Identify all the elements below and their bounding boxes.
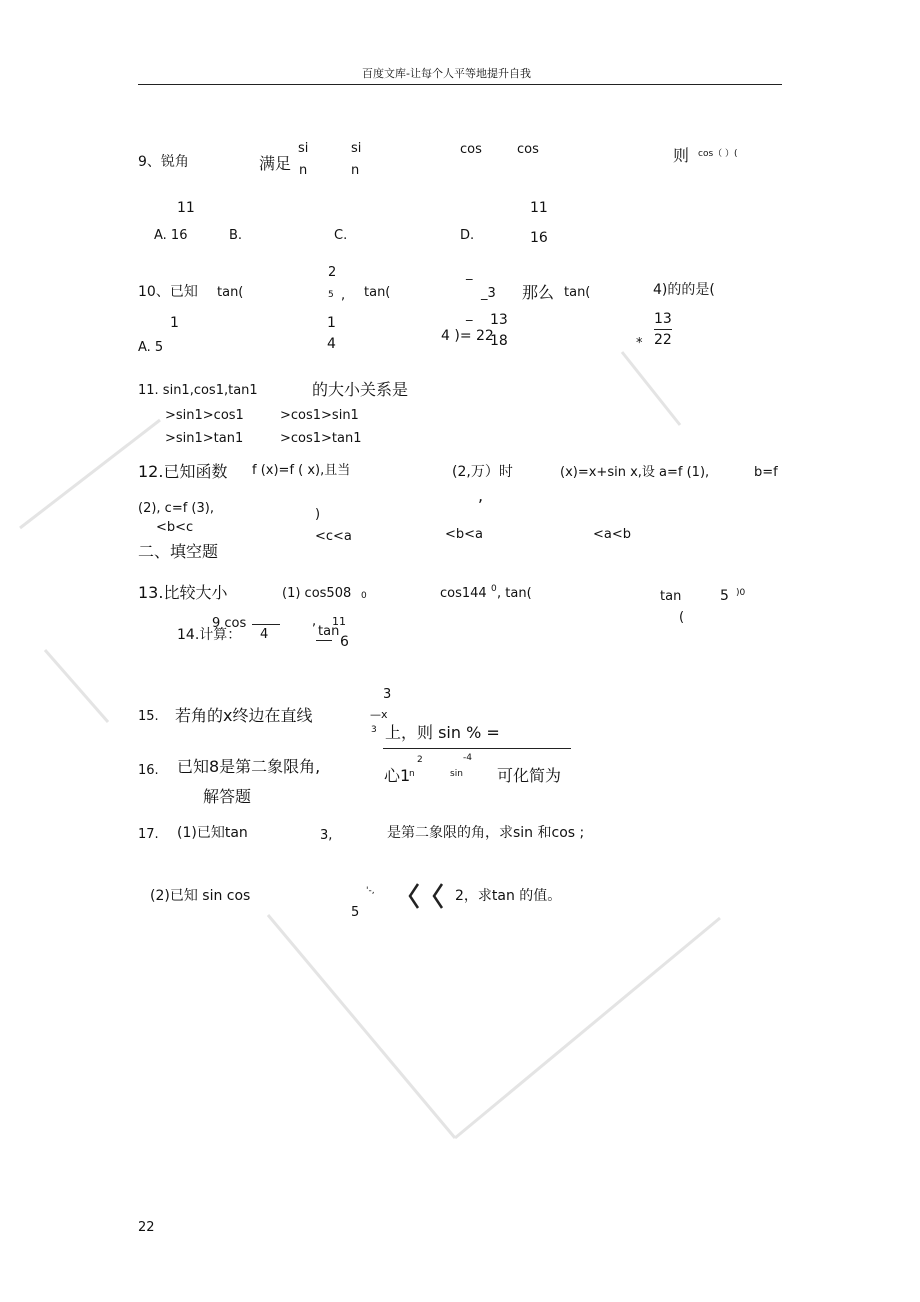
q9-cos-small: cos（ ）( — [698, 149, 738, 159]
q11-stem: 11. sin1,cos1,tan1 — [138, 383, 258, 398]
q10-optB-top: 1 — [327, 315, 336, 331]
q14-six: 6 — [340, 634, 349, 650]
q10-optC-expr: 4 )= 22 — [441, 328, 494, 344]
q12-interval: (2,万）时 — [452, 464, 513, 480]
q12-option-c: <b<a — [445, 527, 484, 542]
q9-cos-2: cos — [517, 142, 539, 157]
q14-stem: 14.计算： — [177, 627, 242, 643]
q10-tan-2: tan( — [364, 285, 391, 300]
q16-n: n — [409, 769, 415, 779]
q17-part1: (1)已知tan — [177, 825, 248, 841]
q12-b: b=f — [754, 465, 778, 480]
q14-dash-2 — [316, 640, 332, 641]
q10-optD-fraction-bar — [654, 329, 672, 330]
q11-option-d: >cos1>tan1 — [280, 431, 362, 446]
q12-paren: ) — [315, 507, 321, 522]
q14-four: 4 — [260, 627, 269, 642]
q9-si-1: si — [298, 141, 309, 156]
q9-then: 则 — [673, 146, 690, 165]
q13-five: 5 — [720, 588, 729, 604]
q17-three: 3, — [320, 828, 333, 843]
q17-part1-rest: 是第二象限的角，求sin 和cos ; — [387, 825, 585, 841]
q12-option-b: <c<a — [315, 529, 352, 544]
q13-tan: , tan( — [497, 586, 532, 601]
q15-three-top: 3 — [383, 687, 392, 702]
q9-option-c: C. — [334, 228, 348, 243]
q16-minus4: -4 — [463, 753, 472, 763]
q13-stem: 13.比较大小 — [138, 583, 228, 602]
q9-optD-top: 11 — [530, 200, 548, 216]
q12-comma: , — [478, 486, 484, 505]
angle-bracket-icon — [404, 882, 454, 910]
q10-three: _3 — [481, 286, 496, 301]
q13-deg-1: 0 — [361, 591, 367, 601]
q15-three-bot: 3 — [371, 725, 377, 735]
q11-option-a: >sin1>cos1 — [165, 408, 244, 423]
q12-line2: (2), c=f (3), — [138, 501, 214, 516]
q11-option-c: >sin1>tan1 — [165, 431, 244, 446]
q16-sup2: 2 — [417, 755, 423, 765]
q17-part2: (2)已知 sin cos — [150, 888, 251, 904]
q14-tan: tan — [318, 624, 340, 639]
q9-n-2: n — [351, 163, 360, 178]
q9-satisfy: 满足 — [259, 154, 292, 173]
section-fill-in-title: 二、填空题 — [138, 542, 219, 561]
q10-optC-18: 18 — [490, 333, 508, 349]
q10-then: 那么 — [522, 283, 555, 302]
q14-comma: , — [312, 614, 317, 629]
section-answer-title: 解答题 — [203, 787, 252, 806]
q10-optD-top: 13 — [654, 311, 672, 327]
q10-tan-3: tan( — [564, 285, 591, 300]
q10-optC-dash: _ — [466, 307, 473, 322]
q9-cos-1: cos — [460, 142, 482, 157]
q10-comma: , — [341, 288, 346, 303]
q11-option-b: >cos1>sin1 — [280, 408, 359, 423]
q9-si-2: si — [351, 141, 362, 156]
q15-x: —x — [370, 708, 388, 721]
q16-num: 16. — [138, 763, 159, 778]
q13-deg-2: 0 — [491, 584, 497, 594]
q10-dash-top: _ — [466, 266, 473, 281]
page-number: 22 — [138, 1220, 155, 1235]
q15-rest: 上，则 sin % = — [385, 723, 500, 742]
q13-paren-open: ( — [679, 610, 685, 625]
q12-fx: f (x)=f ( x),且当 — [252, 463, 351, 478]
q11-stem-2: 的大小关系是 — [312, 380, 409, 399]
header-rule — [138, 84, 782, 85]
q16-heart: 心1 — [384, 766, 411, 785]
q10-optD-mark: * — [636, 336, 643, 351]
q13-cos144: cos144 — [440, 586, 487, 601]
q12-option-a: <b<c — [156, 520, 194, 535]
q16-rest: 可化简为 — [497, 766, 562, 785]
q16-stem: 已知8是第二象限角, — [177, 757, 321, 776]
q17-five: 5 — [351, 905, 360, 920]
q12-option-d: <a<b — [593, 527, 632, 542]
q15-answer-line — [383, 748, 571, 749]
q9-label: 9、锐角 — [138, 154, 189, 170]
q10-option-a: A. 5 — [138, 340, 164, 355]
q10-frac-bot: 5 — [328, 290, 334, 300]
header-title: 百度文库-让每个人平等地提升自我 — [362, 67, 531, 80]
q9-optD-bottom: 16 — [530, 230, 548, 246]
q9-option-b: B. — [229, 228, 243, 243]
q10-optB-bot: 4 — [327, 336, 336, 352]
q14-eleven: 11 — [332, 615, 346, 628]
q10-optC-13: 13 — [490, 312, 508, 328]
q10-frac-top: 2 — [328, 265, 337, 280]
q9-option-a: A. 16 — [154, 228, 188, 243]
q12-fdef: (x)=x+sin x,设 a=f (1), — [560, 465, 710, 480]
q9-optA-top: 11 — [177, 200, 195, 216]
q10-optD-bot: 22 — [654, 332, 672, 348]
q17-sym: '-, — [366, 886, 375, 896]
q13-part1: (1) cos508 — [282, 586, 352, 601]
q10-tail: 4)的的是( — [653, 282, 715, 298]
q17-rest: 2，求tan 的值。 — [455, 888, 562, 904]
q12-stem: 12.已知函数 — [138, 462, 228, 481]
q13-tan-right: tan — [660, 589, 682, 604]
q10-optA-top: 1 — [170, 315, 179, 331]
q17-num: 17. — [138, 827, 159, 842]
q9-n-1: n — [299, 163, 308, 178]
q10-label: 10、已知 — [138, 284, 198, 300]
q14-nine-cos: 9 cos — [212, 616, 247, 631]
q10-tan-1: tan( — [217, 285, 244, 300]
q13-paren-deg: )0 — [736, 588, 746, 598]
q15-num: 15. — [138, 709, 159, 724]
q14-dash-1 — [252, 624, 280, 625]
q9-option-d: D. — [460, 228, 475, 243]
q16-sin: sin — [450, 769, 463, 779]
q15-stem: 若角的x终边在直线 — [175, 706, 313, 725]
